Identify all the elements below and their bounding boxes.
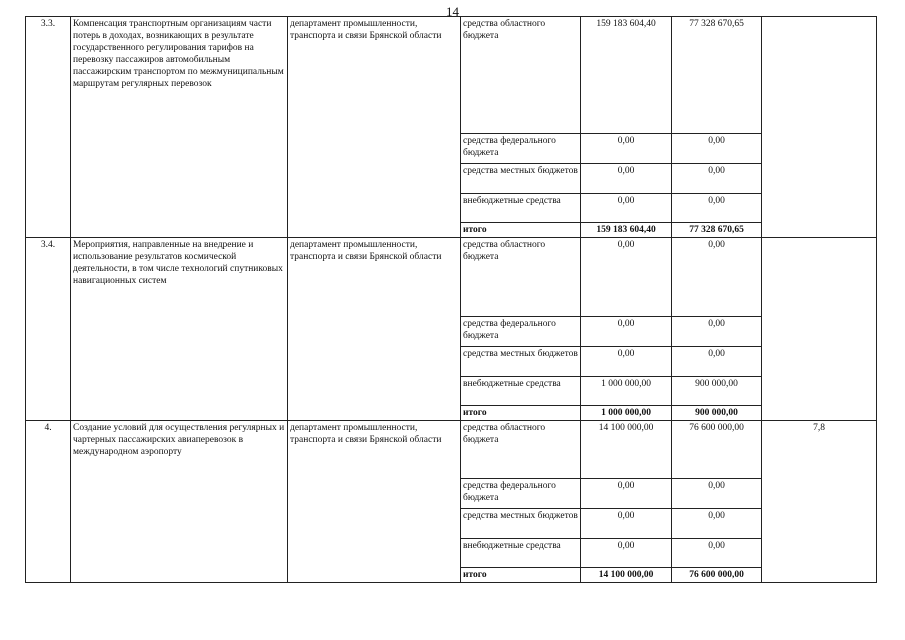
table-row bbox=[26, 421, 877, 479]
funding-source: средства федерального бюджета bbox=[461, 479, 581, 509]
responsible-executor: департамент промышленности, транспорта и связи Брянской области bbox=[288, 238, 461, 421]
amount-planned: 0,00 bbox=[581, 509, 672, 539]
funding-source: внебюджетные средства bbox=[461, 377, 581, 406]
amount-actual: 0,00 bbox=[672, 194, 762, 223]
budget-table bbox=[25, 16, 877, 583]
responsible-executor: департамент промышленности, транспорта и связи Брянской области bbox=[288, 421, 461, 583]
table-row bbox=[26, 238, 877, 317]
funding-source: внебюджетные средства bbox=[461, 539, 581, 568]
amount-planned: 1 000 000,00 bbox=[581, 406, 672, 421]
funding-source: итого bbox=[461, 406, 581, 421]
amount-actual: 76 600 000,00 bbox=[672, 421, 762, 479]
funding-source: средства местных бюджетов bbox=[461, 347, 581, 377]
amount-planned: 1 000 000,00 bbox=[581, 377, 672, 406]
funding-source: внебюджетные средства bbox=[461, 194, 581, 223]
funding-source: средства областного бюджета bbox=[461, 421, 581, 479]
funding-source: средства федерального бюджета bbox=[461, 317, 581, 347]
amount-actual: 77 328 670,65 bbox=[672, 17, 762, 134]
funding-source: средства областного бюджета bbox=[461, 17, 581, 134]
indicator-ref bbox=[762, 238, 877, 421]
amount-actual: 0,00 bbox=[672, 317, 762, 347]
funding-source: средства федерального бюджета bbox=[461, 134, 581, 164]
measure-number: 4. bbox=[26, 421, 71, 583]
amount-planned: 0,00 bbox=[581, 539, 672, 568]
amount-actual: 0,00 bbox=[672, 479, 762, 509]
amount-actual: 0,00 bbox=[672, 164, 762, 194]
amount-planned: 0,00 bbox=[581, 194, 672, 223]
amount-actual: 0,00 bbox=[672, 509, 762, 539]
measure-number: 3.4. bbox=[26, 238, 71, 421]
amount-actual: 76 600 000,00 bbox=[672, 568, 762, 583]
funding-source: средства местных бюджетов bbox=[461, 509, 581, 539]
indicator-ref: 7,8 bbox=[762, 421, 877, 583]
amount-planned: 14 100 000,00 bbox=[581, 568, 672, 583]
amount-actual: 0,00 bbox=[672, 539, 762, 568]
responsible-executor: департамент промышленности, транспорта и связи Брянской области bbox=[288, 17, 461, 238]
funding-source: итого bbox=[461, 223, 581, 238]
amount-actual: 77 328 670,65 bbox=[672, 223, 762, 238]
amount-actual: 900 000,00 bbox=[672, 406, 762, 421]
amount-planned: 0,00 bbox=[581, 347, 672, 377]
measure-number: 3.3. bbox=[26, 17, 71, 238]
amount-planned: 0,00 bbox=[581, 317, 672, 347]
amount-actual: 0,00 bbox=[672, 134, 762, 164]
amount-planned: 14 100 000,00 bbox=[581, 421, 672, 479]
funding-source: итого bbox=[461, 568, 581, 583]
indicator-ref bbox=[762, 17, 877, 238]
table-row bbox=[26, 17, 877, 134]
amount-planned: 0,00 bbox=[581, 238, 672, 317]
amount-planned: 159 183 604,40 bbox=[581, 17, 672, 134]
amount-actual: 0,00 bbox=[672, 238, 762, 317]
page-number: 14 bbox=[446, 4, 459, 19]
measure-name: Создание условий для осуществления регулярных и чартерных пассажирских авиаперевозок в международном аэропорту bbox=[71, 421, 288, 583]
amount-actual: 0,00 bbox=[672, 347, 762, 377]
amount-planned: 0,00 bbox=[581, 479, 672, 509]
measure-name: Мероприятия, направленные на внедрение и использование результатов космической деятельности, в том числе технологий спутниковых навигационных систем bbox=[71, 238, 288, 421]
amount-planned: 0,00 bbox=[581, 164, 672, 194]
funding-source: средства областного бюджета bbox=[461, 238, 581, 317]
funding-source: средства местных бюджетов bbox=[461, 164, 581, 194]
amount-planned: 0,00 bbox=[581, 134, 672, 164]
measure-name: Компенсация транспортным организациям части потерь в доходах, возникающих в результате государственного регулирования тарифов на перевозку пассажиров автомобильным пассажирским транспортом по межмуниципальным маршрутам регулярных перевозок bbox=[71, 17, 288, 238]
amount-actual: 900 000,00 bbox=[672, 377, 762, 406]
amount-planned: 159 183 604,40 bbox=[581, 223, 672, 238]
